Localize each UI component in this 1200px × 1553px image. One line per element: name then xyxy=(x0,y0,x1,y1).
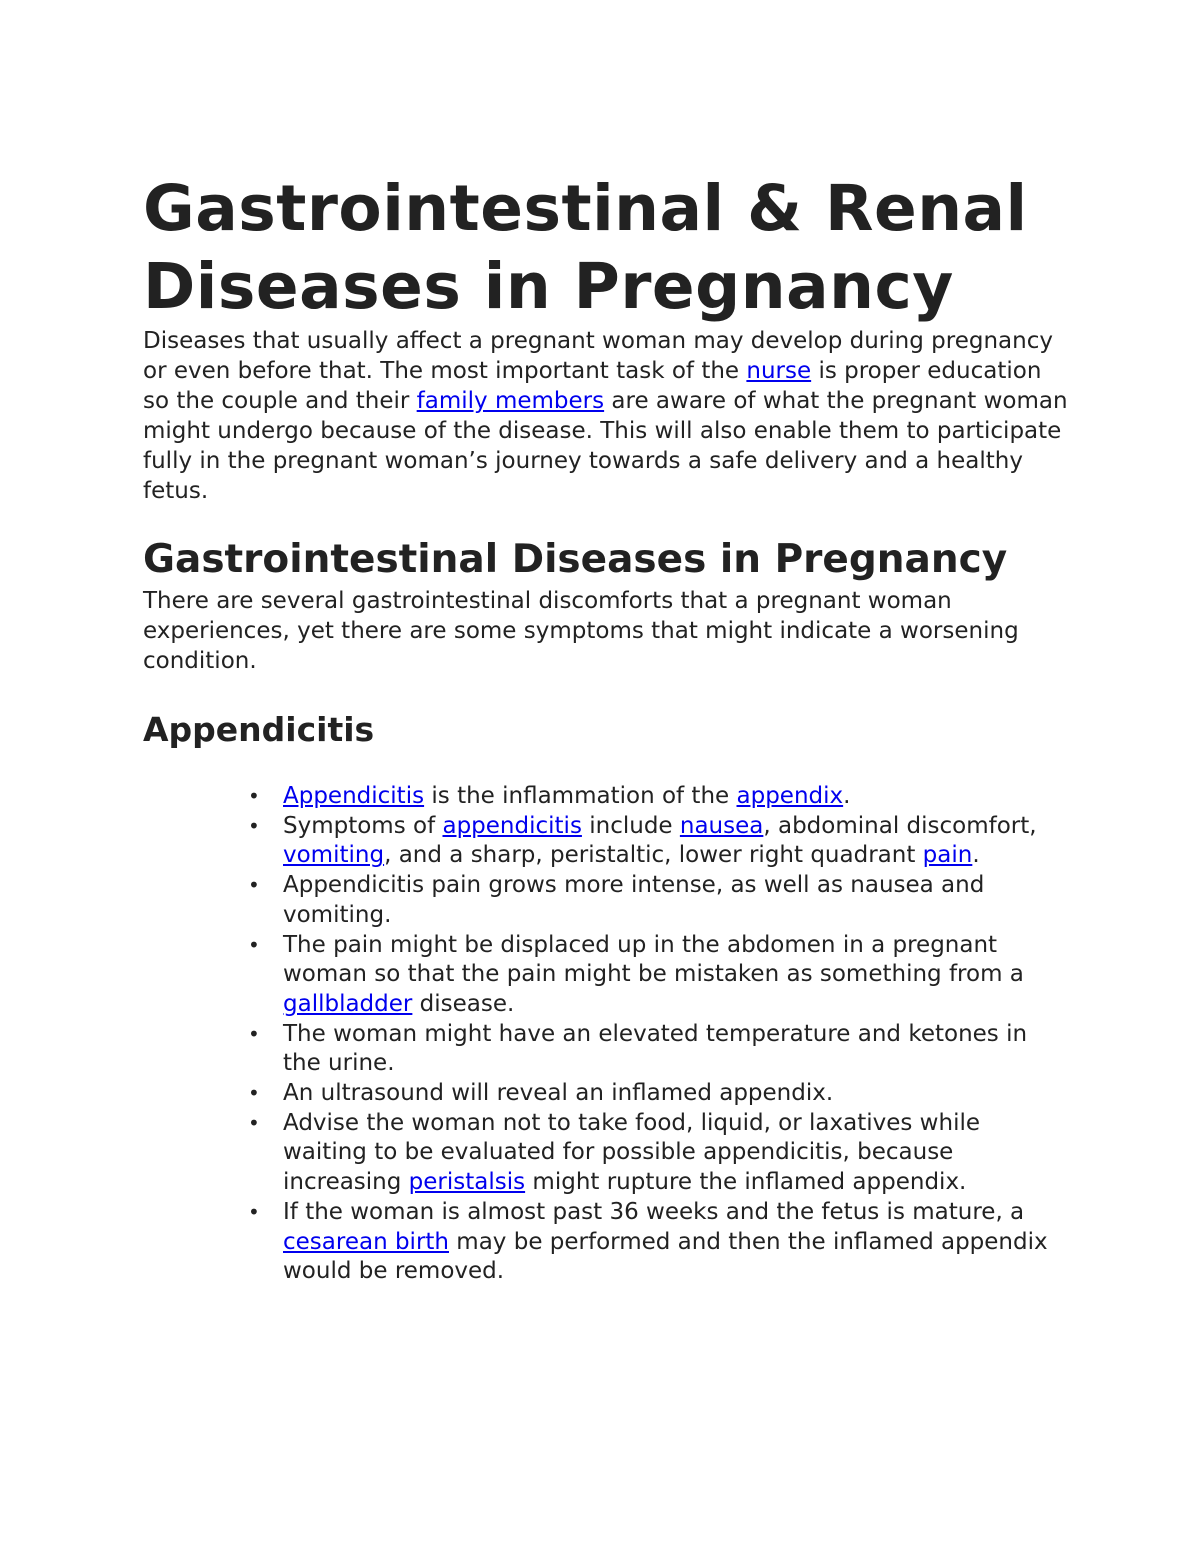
bullet-icon: • xyxy=(248,932,260,957)
list-item-text: The woman might have an elevated temperature and ketones in the urine. xyxy=(283,1020,1028,1077)
intro-text-3: are aware of what the pregnant woman might undergo because of the disease. This will also enable them to participate fully in the pregnant woman’s journey towards a safe delivery and a healthy fetus. xyxy=(143,388,1068,504)
list-item-text: Symptoms of xyxy=(283,812,443,839)
list-item xyxy=(248,1079,1070,1109)
appendicitis-link[interactable]: appendicitis xyxy=(442,812,582,839)
peristalsis-link[interactable]: peristalsis xyxy=(408,1169,526,1196)
list-item-text: Appendicitis pain grows more intense, as well as nausea and vomiting. xyxy=(283,872,985,928)
appendix-link[interactable]: appendix xyxy=(736,783,844,809)
list-item xyxy=(248,1198,1070,1287)
gi-intro-paragraph: There are several gastrointestinal discomforts that a pregnant woman experiences, yet there are some symptoms that might indicate a worsening condition. xyxy=(143,588,1019,674)
list-item-text: may be performed and then the inflamed appendix would be removed. xyxy=(283,1228,1048,1285)
document-title: Gastrointestinal & Renal Diseases in Pregnancy xyxy=(143,172,1028,323)
list-item-text: An ultrasound will reveal an inflamed appendix. xyxy=(283,1080,834,1107)
bullet-icon: • xyxy=(248,1199,260,1224)
gallbladder-link[interactable]: gallbladder xyxy=(283,990,413,1017)
intro-paragraph xyxy=(143,326,1070,506)
bullet-icon: • xyxy=(248,1081,260,1106)
bullet-icon: • xyxy=(248,873,260,898)
list-item-text: Advise the woman not to take food, liquid, or laxatives while waiting to be evaluated for possible appendicitis, because increasing xyxy=(283,1109,980,1196)
intro-text-1: Diseases that usually affect a pregnant woman may develop during pregnancy or even before that. The most important task of the xyxy=(143,328,1053,384)
appendicitis-bullet-list xyxy=(143,782,1070,1287)
list-item xyxy=(248,1109,1070,1198)
cesarean-birth-link[interactable]: cesarean birth xyxy=(283,1228,449,1255)
list-item-text: include xyxy=(581,812,680,839)
list-item-text: The pain might be displaced up in the abdomen in a pregnant woman so that the pain might be mistaken as something from a xyxy=(283,931,1024,988)
family-members-link[interactable]: family members xyxy=(416,388,605,414)
list-item-text: might rupture the inflamed appendix. xyxy=(525,1169,967,1196)
list-item xyxy=(248,782,1070,812)
list-item-text: disease. xyxy=(412,990,515,1017)
vomiting-link[interactable]: vomiting xyxy=(283,842,385,869)
list-item-text: , abdominal discomfort, xyxy=(763,812,1037,839)
appendicitis-link[interactable]: Appendicitis xyxy=(283,783,425,809)
appendicitis-heading: Appendicitis xyxy=(143,710,375,749)
gi-section-heading: Gastrointestinal Diseases in Pregnancy xyxy=(143,537,1008,582)
list-item-text: If the woman is almost past 36 weeks and the fetus is mature, a xyxy=(283,1198,1025,1225)
list-item xyxy=(248,812,1070,871)
list-item-text: . xyxy=(843,783,851,809)
bullet-icon: • xyxy=(248,1110,260,1135)
nurse-link[interactable]: nurse xyxy=(746,358,812,384)
nausea-link[interactable]: nausea xyxy=(679,812,764,839)
list-item xyxy=(248,1020,1070,1079)
pain-link[interactable]: pain xyxy=(922,842,973,869)
list-item-text: . xyxy=(972,842,980,869)
bullet-icon: • xyxy=(248,1021,260,1046)
list-item xyxy=(248,871,1070,930)
intro-text-2: is proper education so the couple and their xyxy=(143,358,1042,414)
bullet-icon: • xyxy=(248,813,260,838)
list-item-text: , and a sharp, peristaltic, lower right quadrant xyxy=(384,842,923,869)
list-item-text: is the inflammation of the xyxy=(424,783,737,809)
list-item xyxy=(248,931,1070,1020)
bullet-icon: • xyxy=(248,784,260,808)
